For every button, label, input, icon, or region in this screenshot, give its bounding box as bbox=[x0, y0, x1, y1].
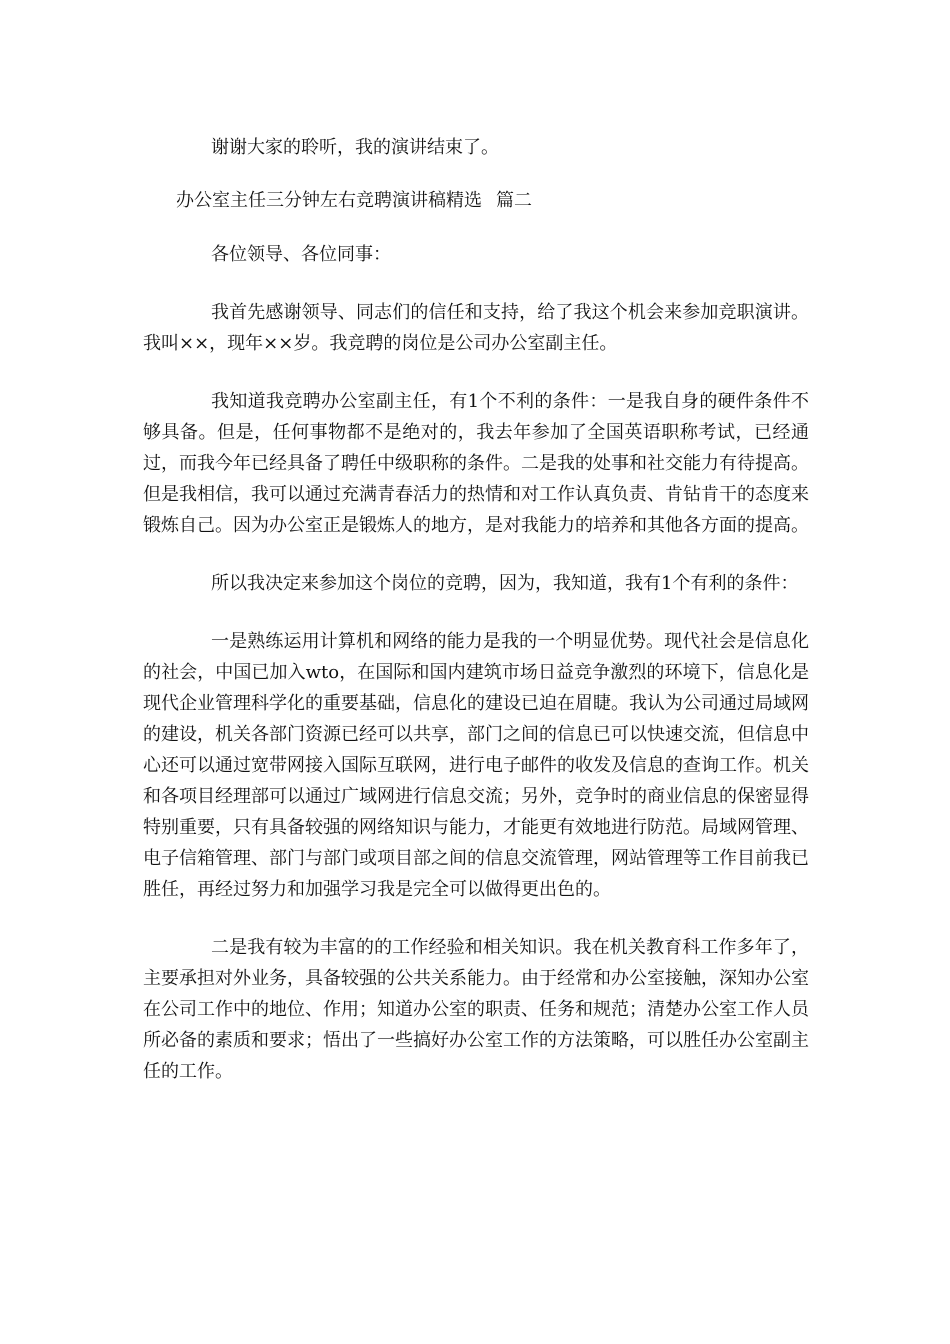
paragraph-advantage-one: 一是熟练运用计算机和网络的能力是我的一个明显优势。现代社会是信息化的社会，中国已加入wto，在国际和国内建筑市场日益竞争激烈的环境下，信息化是现代企业管理科学化的重要基础，信息化的建设已迫在眉睫。我认为公司通过局域网的建设，机关各部门资源已经可以共享，部门之间的信息已可以快速交流，但信息中心还可以通过宽带网接入国际互联网，进行电子邮件的收发及信息的查询工作。机关和各项目经理部可以通过广域网进行信息交流；另外，竞争时的商业信息的保密显得特别重要，只有具备较强的网络知识与能力，才能更有效地进行防范。局域网管理、电子信箱管理、部门与部门或项目部之间的信息交流管理，网站管理等工作目前我已胜任，再经过努力和加强学习我是完全可以做得更出色的。 bbox=[143, 631, 809, 900]
closing-line: 谢谢大家的聆听，我的演讲结束了。 bbox=[211, 137, 499, 158]
paragraph-disadvantage: 我知道我竞聘办公室副主任，有1个不利的条件：一是我自身的硬件条件不够具备。但是，任何事物都不是绝对的，我去年参加了全国英语职称考试，已经通过，而我今年已经具备了聘任中级职称的条件。二是我的处事和社交能力有待提高。但是我相信，我可以通过充满青春活力的热情和对工作认真负责、肯钻肯干的态度来锻炼自己。因为办公室正是锻炼人的地方，是对我能力的培养和其他各方面的提高。 bbox=[143, 391, 809, 536]
section-heading-title: 办公室主任三分钟左右竞聘演讲稿精选 bbox=[176, 190, 482, 211]
section-heading bbox=[143, 185, 809, 216]
paragraph-intro: 我首先感谢领导、同志们的信任和支持，给了我这个机会来参加竞职演讲。我叫××，现年××岁。我竞聘的岗位是公司办公室副主任。 bbox=[143, 302, 809, 354]
salutation: 各位领导、各位同事： bbox=[211, 244, 391, 265]
paragraph-decision: 所以我决定来参加这个岗位的竞聘，因为，我知道，我有1个有利的条件： bbox=[211, 573, 799, 594]
paragraph-advantage-two: 二是我有较为丰富的的工作经验和相关知识。我在机关教育科工作多年了，主要承担对外业务，具备较强的公共关系能力。由于经常和办公室接触，深知办公室在公司工作中的地位、作用；知道办公室的职责、任务和规范；清楚办公室工作人员所必备的素质和要求；悟出了一些搞好办公室工作的方法策略，可以胜任办公室副主任的工作。 bbox=[143, 937, 809, 1082]
section-heading-suffix: 篇二 bbox=[496, 190, 532, 211]
document-body bbox=[143, 132, 809, 1114]
